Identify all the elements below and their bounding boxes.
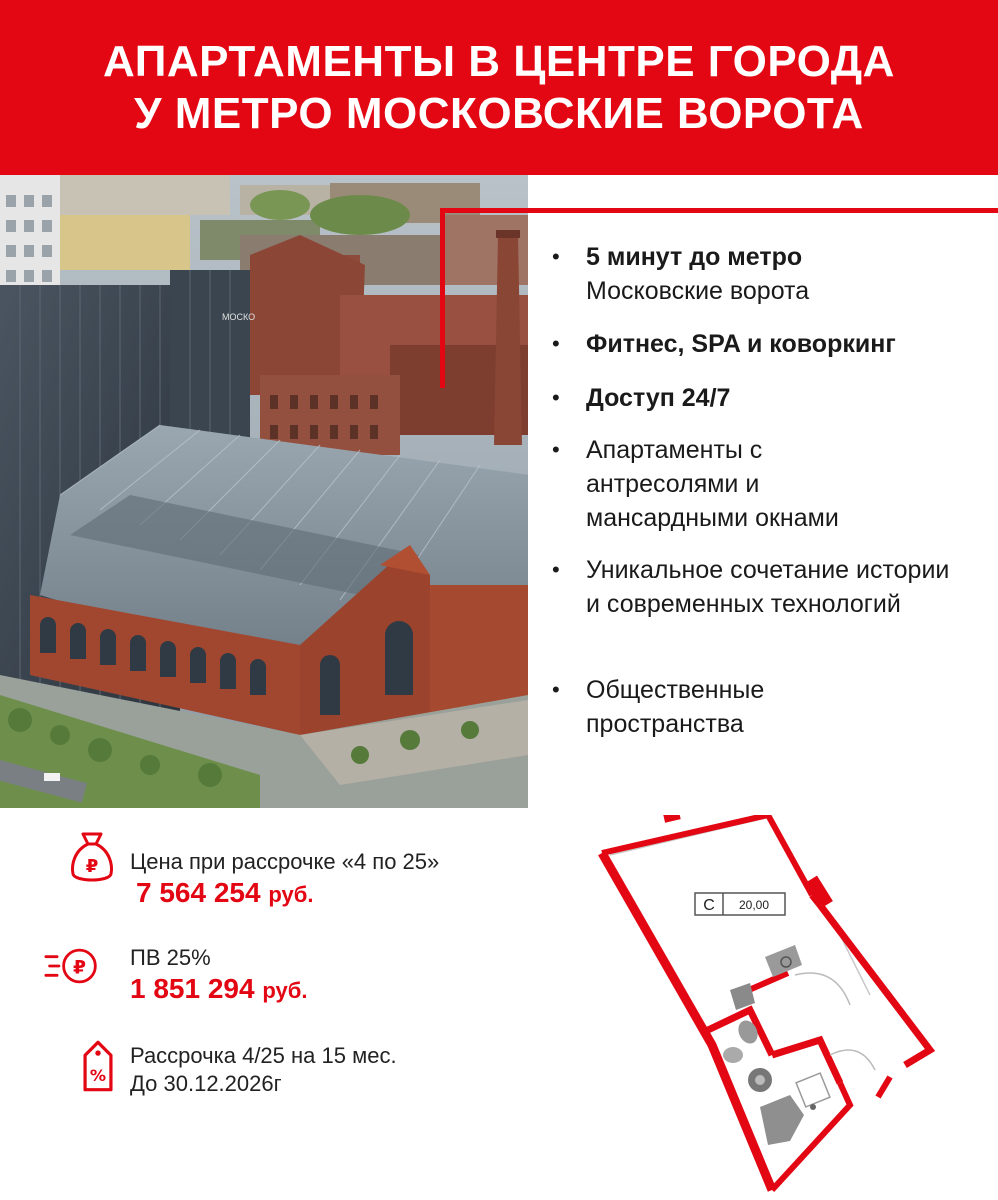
feature-text: Общественные пространства [586, 676, 765, 738]
hero-aerial-image [0, 175, 528, 808]
terms-line-2: До 30.12.2026г [130, 1071, 282, 1096]
money-bag-icon [64, 830, 120, 886]
header-banner [0, 0, 998, 175]
feature-item-history [552, 553, 992, 657]
red-accent-line-horizontal [440, 208, 998, 213]
bullet-icon: • [552, 677, 560, 702]
bullet-icon: • [552, 331, 560, 356]
feature-item-fitness [552, 327, 992, 361]
percent-tag-icon [70, 1038, 126, 1094]
bullet-icon: • [552, 385, 560, 410]
headline-line-1: АПАРТАМЕНТЫ В ЦЕНТРЕ ГОРОДА [103, 36, 895, 86]
bullet-icon: • [552, 557, 560, 582]
down-payment-amount: 1 851 294 [130, 973, 255, 1004]
svg-text:₽: ₽ [72, 957, 86, 979]
floor-plan-drawing [590, 815, 950, 1200]
down-payment-block [44, 938, 524, 1008]
feature-item-mezzanine [552, 433, 992, 537]
installment-price-label: Цена при рассрочке «4 по 25» [130, 849, 440, 874]
down-payment-value [130, 972, 307, 1008]
room-code: С [703, 897, 715, 914]
feature-text: Московские ворота [586, 277, 810, 305]
installment-price-unit: руб. [268, 882, 314, 907]
installment-price-value [136, 876, 313, 912]
price-installment-block [60, 828, 540, 908]
installment-terms-block [60, 1036, 540, 1106]
bullet-icon: • [552, 437, 560, 462]
tower-sign-text: МОСКО [222, 312, 256, 322]
feature-item-metro [552, 240, 992, 310]
red-accent-line-vertical [440, 208, 445, 388]
feature-bold-text: Доступ 24/7 [586, 384, 731, 412]
feature-bold-text: 5 минут до метро [586, 243, 803, 271]
svg-text:%: % [89, 1066, 107, 1086]
headline-line-2: У МЕТРО МОСКОВСКИЕ ВОРОТА [134, 88, 864, 138]
down-payment-label: ПВ 25% [130, 945, 211, 970]
room-area: 20,00 [738, 898, 770, 912]
feature-bold-text: Фитнес, SPA и коворкинг [586, 330, 896, 358]
feature-item-public-spaces [552, 673, 992, 743]
feature-item-access [552, 381, 992, 415]
feature-text: Апартаменты с антресолями и мансардными окнами [586, 436, 839, 532]
ruble-coin-icon [44, 938, 100, 994]
installment-price-amount: 7 564 254 [136, 877, 261, 908]
down-payment-unit: руб. [262, 978, 308, 1003]
bullet-icon: • [552, 244, 560, 269]
feature-text: Уникальное сочетание истории и современных технологий [586, 556, 950, 618]
terms-line-1: Рассрочка 4/25 на 15 мес. [130, 1043, 397, 1068]
svg-text:₽: ₽ [85, 856, 99, 877]
